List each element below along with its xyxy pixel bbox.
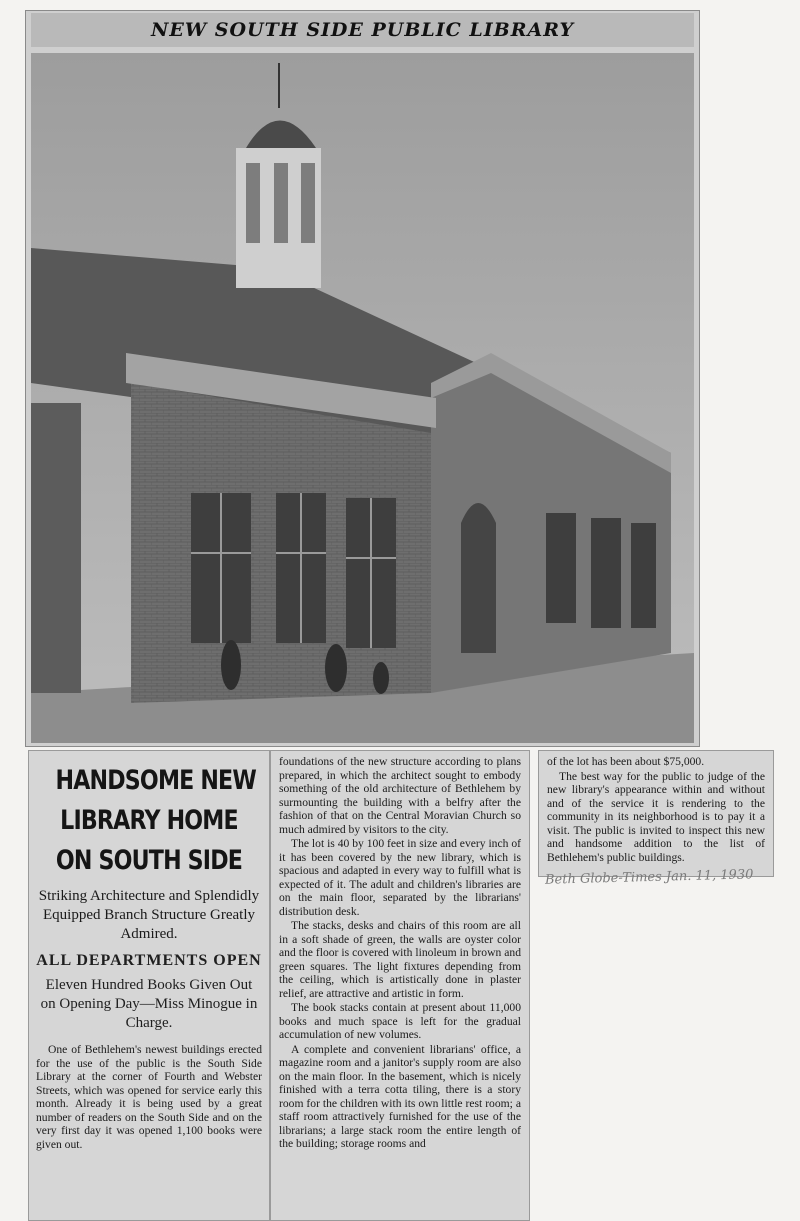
headline-line-1: HANDSOME NEW	[55, 765, 256, 796]
article-deck: Striking Architecture and Splendidly Equipped Branch Structure Greatly Admired.	[38, 888, 260, 942]
article-column-3	[538, 750, 774, 877]
article-body-col1	[36, 1043, 262, 1151]
paragraph: of the lot has been about $75,000.	[547, 755, 705, 768]
handwritten-source-note: Beth Globe-Times Jan. 11, 1930	[544, 867, 754, 888]
paragraph: The lot is 40 by 100 feet in size and every inch of it has been covered by the new library, which is spacious and adapted in every way to fulfill what is expected of it. The adult and children's libraries are on the main floor, separated by the librarians' distribution desk.	[279, 837, 521, 918]
paragraph: The best way for the public to judge of the new library's appearance within and without and of the service it is rendering to the community in its neighborhood is to pay it a visit. The public is invited to inspect this new and handsome addition to the list of Bethlehem's public buildings.	[547, 769, 765, 864]
article-column-2	[270, 750, 530, 1221]
paragraph: The book stacks contain at present about 11,000 books and much space is left for the gradual accumulation of new volumes.	[279, 1001, 521, 1041]
article-body-col3	[547, 755, 765, 864]
article-headline	[55, 761, 256, 881]
paragraph: A complete and convenient librarians' office, a magazine room and a janitor's supply room are also on the main floor. In the basement, which is nicely finished with a terra cotta tiling, there is a story room for the children with its own little rest room; a staff room attractively furnished for the use of the librarians; a large stack room the entire length of the building; storage rooms and	[279, 1042, 521, 1150]
headline-line-3: ON SOUTH SIDE	[55, 845, 243, 876]
paragraph: foundations of the new structure according to plans prepared, in which the architect sought to embody something of the old architecture of Bethlehem by surmounting the building with a belfry after the fashion of that on the Central Moravian Church so much admired by visitors to the city.	[279, 755, 521, 836]
paragraph: One of Bethlehem's newest buildings erected for the use of the public is the South Side Library at the corner of Fourth and Webster Streets, which was opened for service early this month. Already it is being used by a great number of readers on the South Side and on the very first day it was opened 1,100 books were given out.	[36, 1043, 262, 1151]
article-subhead: ALL DEPARTMENTS OPEN	[36, 952, 262, 969]
article-deck-secondary: Eleven Hundred Books Given Out on Opening Day—Miss Minogue in Charge.	[40, 977, 258, 1031]
library-building-illustration	[31, 53, 694, 743]
paragraph: The stacks, desks and chairs of this room are all in a soft shade of green, the walls are oyster color and the floor is covered with linoleum in brown and green squares. The light fixtures depending from the ceiling, which is artistically done in plaster relief, are attractive and artistic in form.	[279, 919, 521, 1000]
article-body-col2	[279, 755, 521, 1151]
article-column-1	[28, 750, 270, 1221]
library-photograph	[31, 53, 694, 743]
headline-line-2: LIBRARY HOME	[60, 805, 238, 836]
photo-caption-title: NEW SOUTH SIDE PUBLIC LIBRARY	[31, 13, 694, 47]
photo-clipping	[25, 10, 700, 747]
